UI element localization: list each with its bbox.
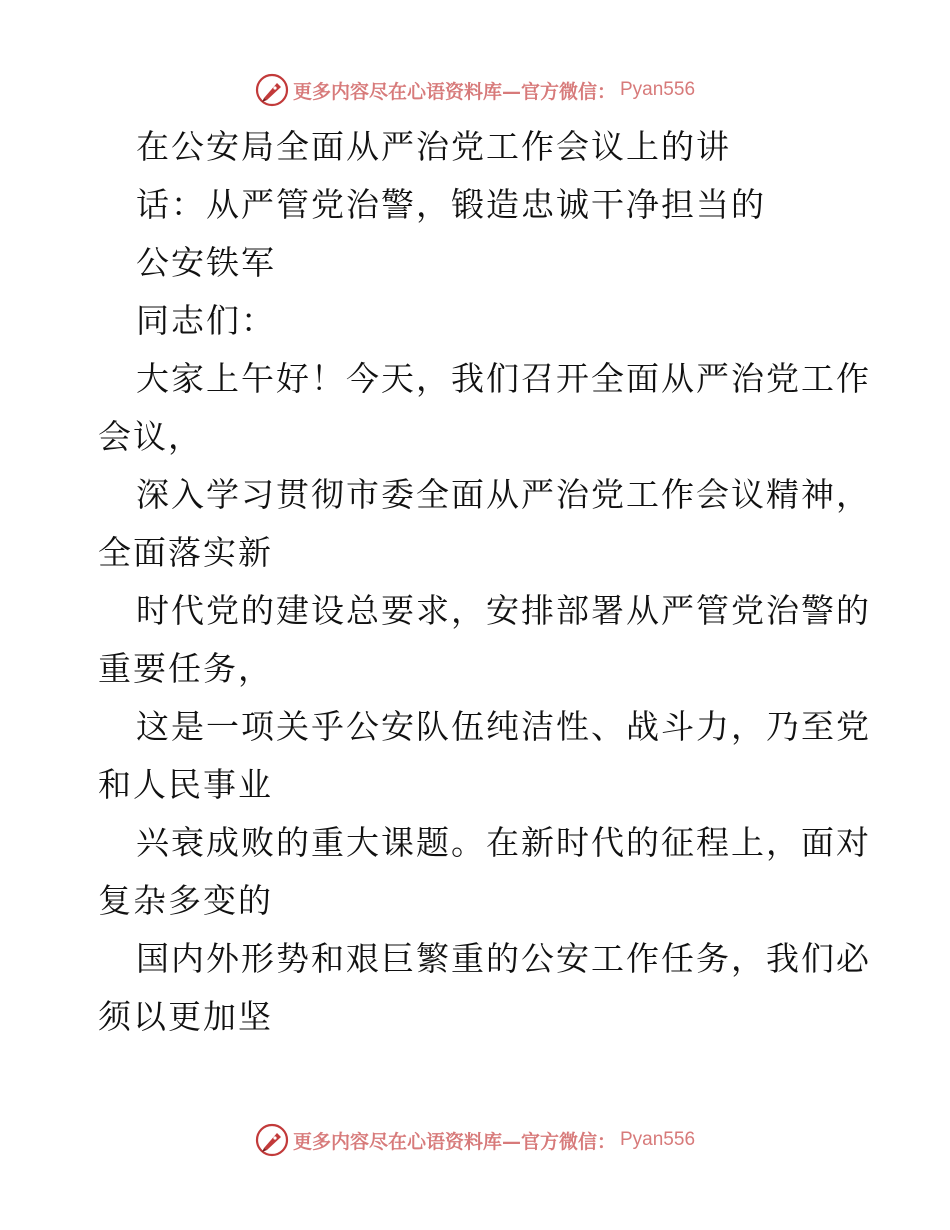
pen-nib-logo-icon <box>255 1123 289 1157</box>
paragraph-line: 时代党的建设总要求，安排部署从严管党治警的 <box>136 591 871 630</box>
document-body <box>98 118 888 1046</box>
header-banner <box>0 70 950 110</box>
paragraph-line: 全面落实新 <box>98 533 273 572</box>
paragraph-line: 大家上午好！今天，我们召开全面从严治党工作 <box>136 359 871 398</box>
paragraph-line: 和人民事业 <box>98 765 273 804</box>
title-line-3: 公安铁军 <box>136 243 276 282</box>
footer-wechat-id: Pyan556 <box>620 1129 696 1150</box>
header-banner-content <box>255 73 695 107</box>
pen-nib-logo-icon <box>255 73 289 107</box>
paragraph-line: 深入学习贯彻市委全面从严治党工作会议精神， <box>136 475 871 514</box>
header-wechat-id: Pyan556 <box>620 79 696 100</box>
header-banner-text: 更多内容尽在心语资料库—官方微信： <box>292 80 616 103</box>
paragraph-line: 兴衰成败的重大课题。在新时代的征程上，面对 <box>136 823 871 862</box>
paragraph-line: 这是一项关乎公安队伍纯洁性、战斗力，乃至党 <box>136 707 871 746</box>
paragraph-line: 复杂多变的 <box>98 881 273 920</box>
footer-banner-text: 更多内容尽在心语资料库—官方微信： <box>292 1130 616 1153</box>
footer-banner-content <box>255 1123 695 1157</box>
paragraph-line: 重要任务， <box>98 649 273 688</box>
paragraph-line: 会议， <box>98 417 203 456</box>
footer-banner <box>0 1120 950 1160</box>
paragraph-line: 须以更加坚 <box>98 997 273 1036</box>
title-line-1: 在公安局全面从严治党工作会议上的讲 <box>136 127 731 166</box>
paragraph-line: 国内外形势和艰巨繁重的公安工作任务，我们必 <box>136 939 871 978</box>
title-line-2: 话：从严管党治警，锻造忠诚干净担当的 <box>136 185 766 224</box>
salutation: 同志们： <box>136 301 276 340</box>
